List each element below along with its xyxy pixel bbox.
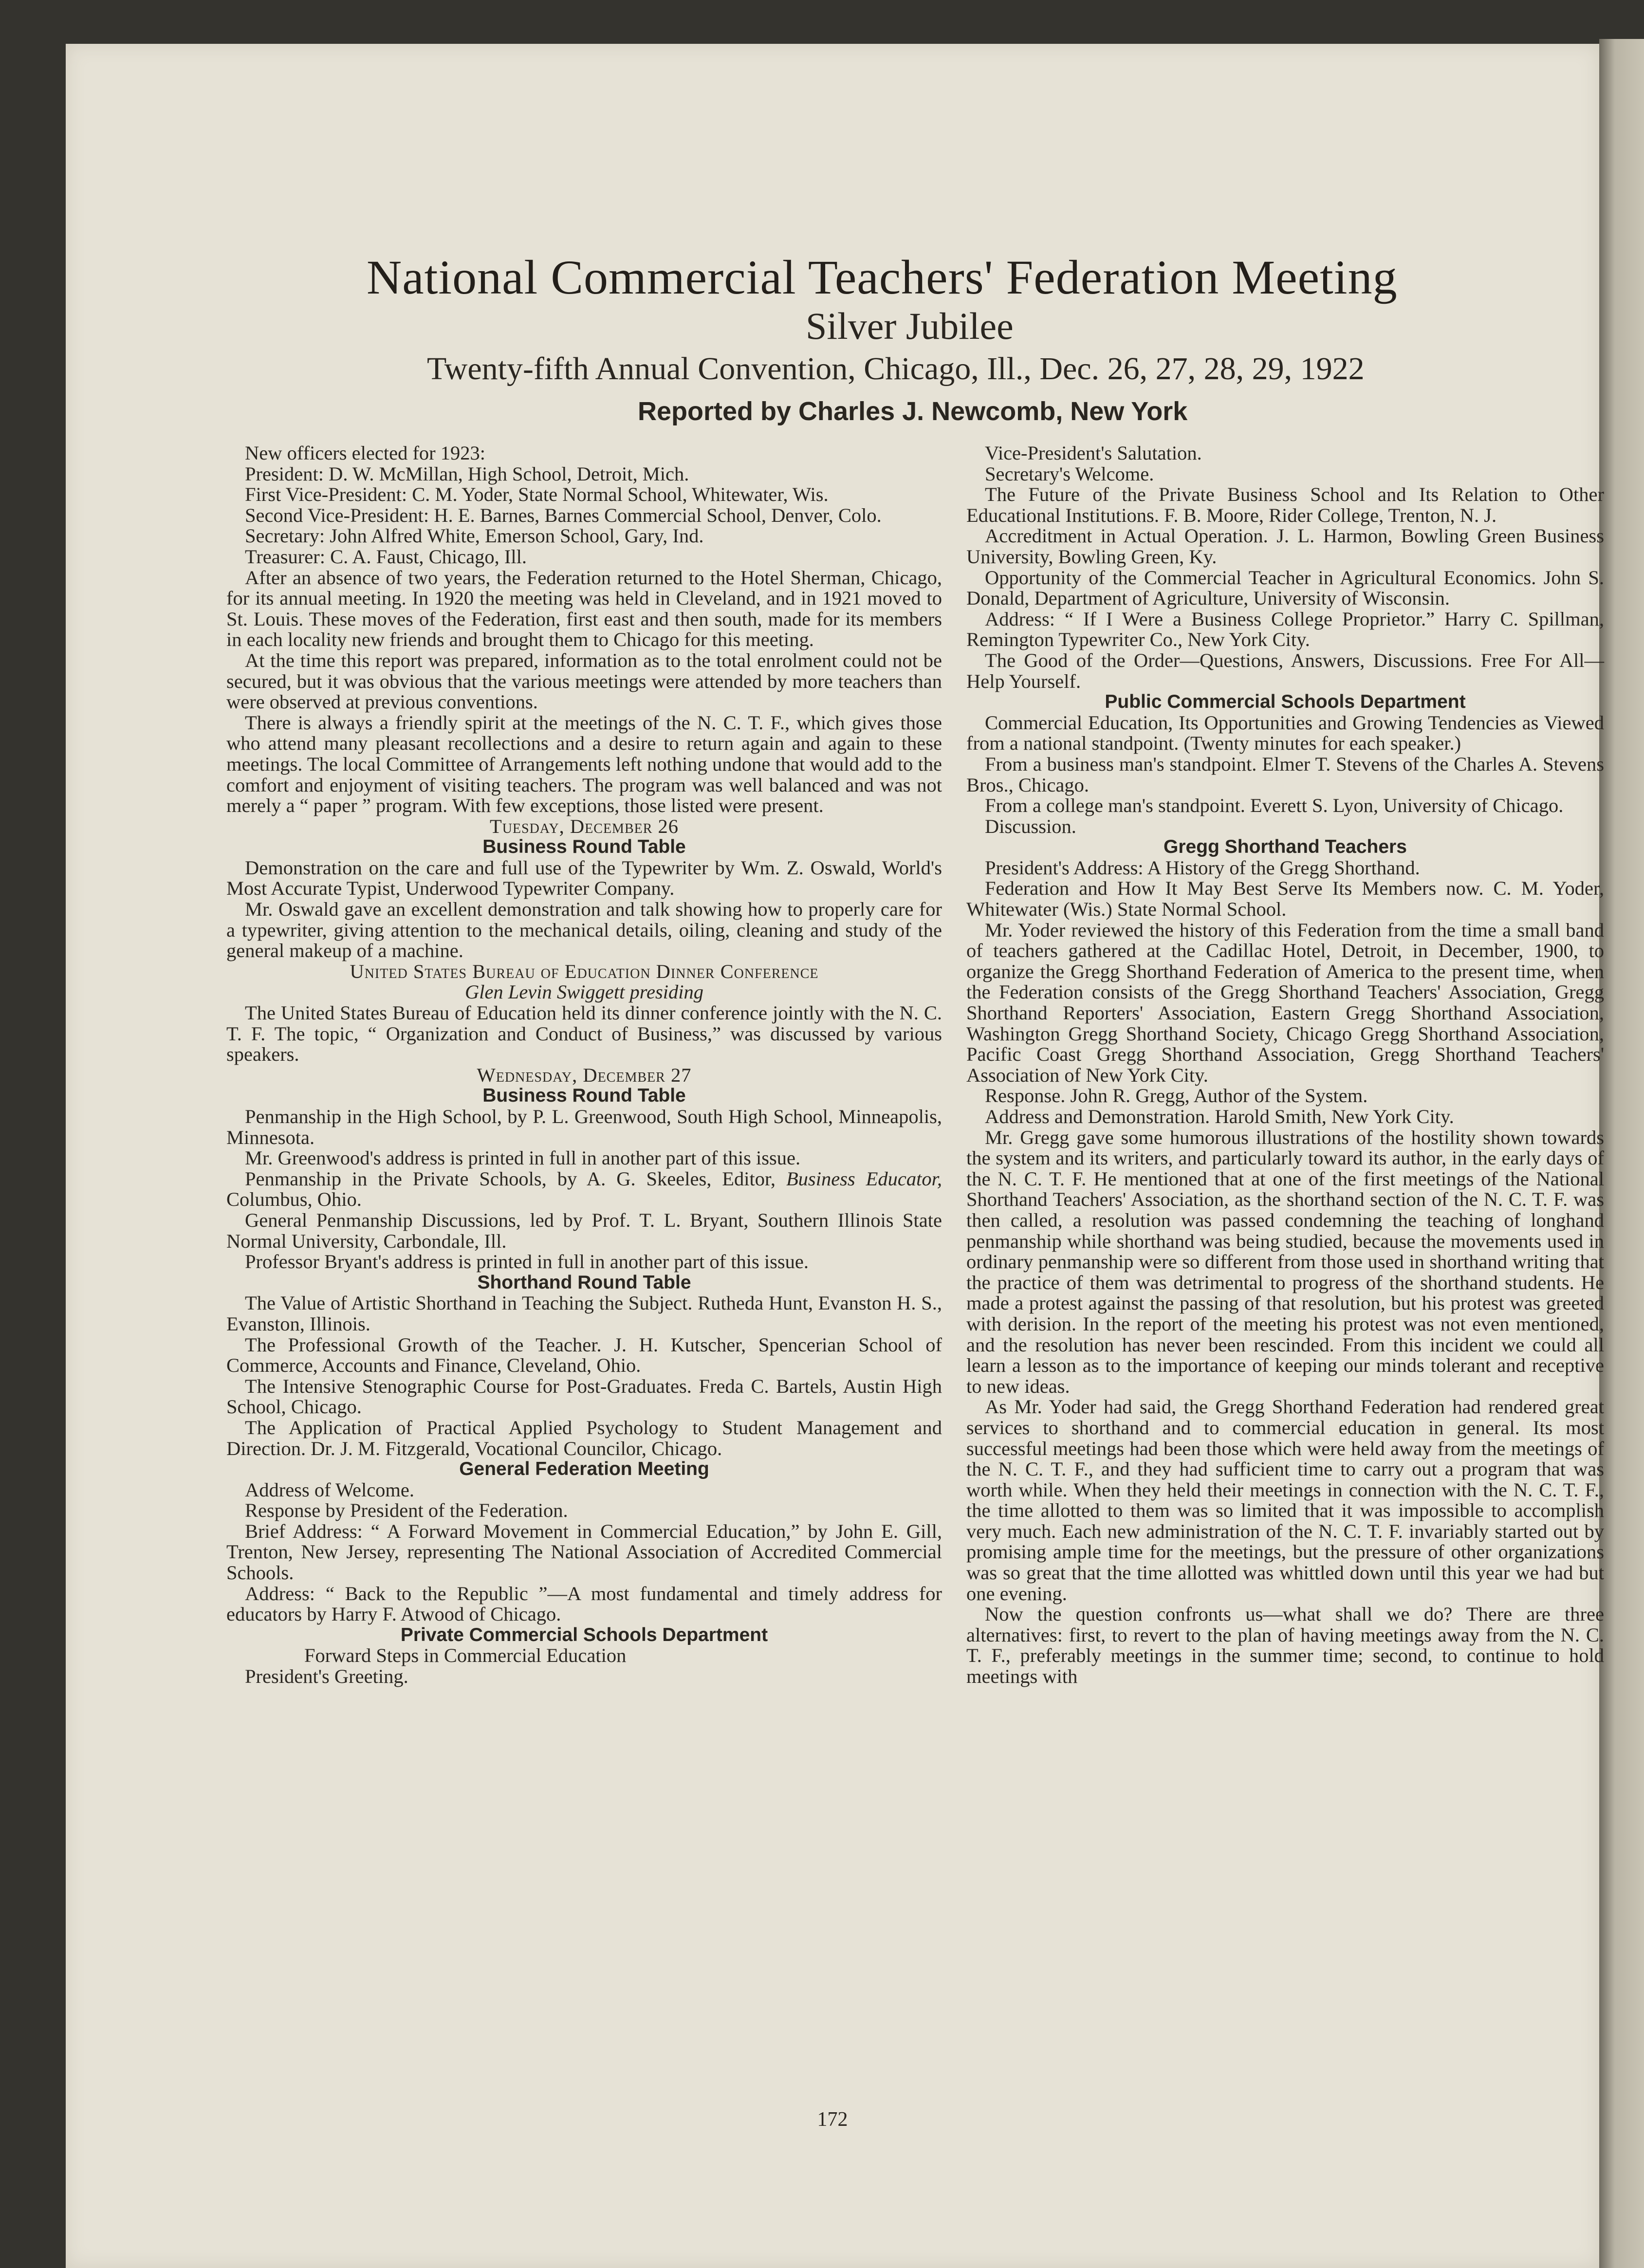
- section-heading: Shorthand Round Table: [477, 1272, 691, 1293]
- section-heading: Gregg Shorthand Teachers: [1164, 836, 1407, 858]
- section-heading: General Federation Meeting: [459, 1458, 709, 1480]
- paragraph: Second Vice-President: H. E. Barnes, Barnes Commercial School, Denver, Colo.: [245, 504, 882, 526]
- paragraph: Professor Bryant's address is printed in full in another part of this issue.: [245, 1251, 809, 1273]
- paragraph: Secretary: John Alfred White, Emerson School, Gary, Ind.: [245, 525, 704, 547]
- paragraph: President: D. W. McMillan, High School, Detroit, Mich.: [245, 462, 689, 485]
- paragraph: From a business man's standpoint. Elmer T. Stevens of the Charles A. Stevens Bros., Chicago.: [966, 753, 1604, 796]
- paragraph: As Mr. Yoder had said, the Gregg Shorthand Federation had rendered great services to shorthand and to commercial education in general. Its most successful meetings had been those which were held away from the meetings of the N. C. T. F., and they had sufficient time to carry out a program that was worth while. When they held their meetings in connection with the N. C. T. F., the time allotted to them was so limited that it was impossible to accomplish very much. Each new administration of the N. C. T. F. invariably started out by promising ample time for the meetings, but the pressure of other organizations was so great that the time allotted was whittled down until this year we had but one evening.: [966, 1396, 1604, 1604]
- section-heading: Business Round Table: [482, 1085, 686, 1106]
- paragraph: Address: “ If I Were a Business College Proprietor.” Harry C. Spillman, Remington Typewriter Co., New York City.: [966, 608, 1604, 651]
- right-column: [966, 443, 1604, 1687]
- paragraph: Address and Demonstration. Harold Smith, New York City.: [985, 1106, 1454, 1127]
- paragraph: Brief Address: “ A Forward Movement in Commercial Education,” by John E. Gill, Trenton, New Jersey, representing The National Association of Accredited Commercial Schools.: [226, 1520, 942, 1584]
- presiding-line: Glen Levin Swiggett presiding: [464, 981, 704, 1003]
- paragraph: Federation and How It May Best Serve Its Members now. C. M. Yoder, Whitewater (Wis.) State Normal School.: [966, 877, 1604, 921]
- reporter-line: Reported by Charles J. Newcomb, New York: [638, 397, 1188, 426]
- paragraph: Mr. Greenwood's address is printed in full in another part of this issue.: [245, 1147, 801, 1169]
- paragraph: Secretary's Welcome.: [985, 462, 1154, 485]
- paragraph: Mr. Yoder reviewed the history of this Federation from the time a small band of teachers gathered at the Cadillac Hotel, Detroit, in December, 1900, to organize the Gregg Shorthand Federation of America to the present time, when the Federation consists of the Gregg Shorthand Teachers' Association, Gregg Shorthand Reporters' Association, Eastern Gregg Shorthand Association, Washington Gregg Shorthand Society, Chicago Gregg Shorthand Association, Pacific Coast Gregg Shorthand Association, Gregg Shorthand Teachers' Association of New York City.: [966, 919, 1604, 1086]
- text-span: Columbus, Ohio.: [226, 1188, 362, 1211]
- section-heading: Business Round Table: [482, 836, 686, 858]
- paragraph: Commercial Education, Its Opportunities and Growing Tendencies as Viewed from a national standpoint. (Twenty minutes for each speaker.): [966, 711, 1604, 755]
- section-heading: Private Commercial Schools Department: [400, 1624, 768, 1645]
- paragraph: [226, 1169, 942, 1210]
- page-number: 172: [817, 2108, 848, 2131]
- section-subheading: United States Bureau of Education Dinner Conference: [350, 960, 819, 982]
- paragraph: The Intensive Stenographic Course for Post-Graduates. Freda C. Bartels, Austin High School, Chicago.: [226, 1375, 942, 1418]
- facing-page-edge: [1599, 39, 1644, 2268]
- paragraph: The Value of Artistic Shorthand in Teaching the Subject. Rutheda Hunt, Evanston H. S., Evanston, Illinois.: [226, 1292, 942, 1335]
- paragraph: The Good of the Order—Questions, Answers, Discussions. Free For All—Help Yourself.: [966, 649, 1604, 692]
- paragraph: The Future of the Private Business School and Its Relation to Other Educational Institutions. F. B. Moore, Rider College, Trenton, N. J.: [966, 483, 1604, 526]
- paragraph: After an absence of two years, the Federation returned to the Hotel Sherman, Chicago, for its annual meeting. In 1920 the meeting was held in Cleveland, and in 1921 moved to St. Louis. These moves of the Federation, first east and then south, made for its members in each locality new friends and brought them to Chicago for this meeting.: [226, 566, 942, 651]
- paragraph: Response. John R. Gregg, Author of the System.: [985, 1085, 1368, 1107]
- article-title: National Commercial Teachers' Federation Meeting: [367, 250, 1398, 304]
- paragraph: Now the question confronts us—what shall we do? There are three alternatives: first, to revert to the plan of having meetings away from the N. C. T. F., preferably meetings in the summer time; second, to continue to hold meetings with: [966, 1603, 1604, 1688]
- publication-title: Business Educator,: [786, 1167, 942, 1190]
- article-subtitle: Silver Jubilee: [806, 305, 1014, 347]
- paragraph: Forward Steps in Commercial Education: [304, 1644, 627, 1667]
- paragraph: Address of Welcome.: [245, 1478, 415, 1501]
- paragraph: From a college man's standpoint. Everett S. Lyon, University of Chicago.: [985, 794, 1564, 817]
- paragraph: Mr. Gregg gave some humorous illustrations of the hostility shown towards the system and its writers, and particularly toward its author, in the early days of the N. C. T. F. He mentioned that at one of the first meetings of the National Shorthand Teachers' Association, as the shorthand section of the N. C. T. F. was then called, a resolution was passed condemning the teaching of longhand penmanship while shorthand was being studied, because the movements used in ordinary penmanship were so different from those used in shorthand writing that the practice of them was detrimental to progress of the shorthand students. He made a protest against the passing of that resolution, but his protest was greeted with derision. In the report of the meeting his protest was not even mentioned, and the resolution has never been rescinded. From this incident we could all learn a lesson as to the importance of keeping our minds tolerant and receptive to new ideas.: [966, 1126, 1604, 1397]
- text-span: Penmanship in the Private Schools, by A. G. Skeeles, Editor,: [245, 1167, 786, 1190]
- day-heading: Wednesday, December 27: [477, 1064, 692, 1086]
- paragraph: At the time this report was prepared, information as to the total enrolment could not be secured, but it was obvious that the various meetings were attended by more teachers than were observed at previous conventions.: [226, 649, 942, 713]
- convention-line: Twenty-fifth Annual Convention, Chicago, Ill., Dec. 26, 27, 28, 29, 1922: [427, 351, 1365, 387]
- paragraph: Penmanship in the High School, by P. L. Greenwood, South High School, Minneapolis, Minnesota.: [226, 1106, 942, 1148]
- paragraph: Treasurer: C. A. Faust, Chicago, Ill.: [245, 545, 527, 568]
- document-page: [66, 44, 1604, 2268]
- paragraph: Accreditment in Actual Operation. J. L. Harmon, Bowling Green Business University, Bowling Green, Ky.: [966, 525, 1604, 568]
- paragraph: Demonstration on the care and full use of the Typewriter by Wm. Z. Oswald, World's Most Accurate Typist, Underwood Typewriter Company.: [226, 856, 942, 900]
- paragraph: Response by President of the Federation.: [245, 1499, 568, 1522]
- paragraph: Discussion.: [985, 815, 1076, 837]
- paragraph: Address: “ Back to the Republic ”—A most fundamental and timely address for educators by Harry F. Atwood of Chicago.: [226, 1582, 942, 1625]
- paragraph: General Penmanship Discussions, led by Prof. T. L. Bryant, Southern Illinois State Normal University, Carbondale, Ill.: [226, 1209, 942, 1252]
- day-heading: Tuesday, December 26: [489, 815, 679, 837]
- paragraph: First Vice-President: C. M. Yoder, State Normal School, Whitewater, Wis.: [245, 483, 829, 506]
- paragraph: President's Greeting.: [245, 1665, 408, 1688]
- paragraph: The United States Bureau of Education held its dinner conference jointly with the N. C. T. F. The topic, “ Organization and Conduct of Business,” was discussed by various speakers.: [226, 1002, 942, 1066]
- paragraph: The Application of Practical Applied Psychology to Student Management and Direction. Dr. J. M. Fitzgerald, Vocational Councilor, Chicago.: [226, 1416, 942, 1459]
- section-heading: Public Commercial Schools Department: [1105, 691, 1466, 713]
- left-column: [226, 443, 942, 1687]
- paragraph: The Professional Growth of the Teacher. J. H. Kutscher, Spencerian School of Commerce, Accounts and Finance, Cleveland, Ohio.: [226, 1333, 942, 1377]
- paragraph: Opportunity of the Commercial Teacher in Agricultural Economics. John S. Donald, Department of Agriculture, University of Wisconsin.: [966, 566, 1604, 609]
- paragraph: There is always a friendly spirit at the meetings of the N. C. T. F., which gives those who attend many pleasant recollections and a desire to return again and again to these meetings. The local Committee of Arrangements left nothing undone that would add to the comfort and enjoyment of visiting teachers. The program was well balanced and was not merely a “ paper ” program. With few exceptions, those listed were present.: [226, 711, 942, 817]
- paragraph: New officers elected for 1923:: [245, 442, 486, 464]
- paragraph: President's Address: A History of the Gregg Shorthand.: [985, 856, 1420, 879]
- paragraph: Vice-President's Salutation.: [985, 442, 1202, 464]
- paragraph: Mr. Oswald gave an excellent demonstration and talk showing how to properly care for a typewriter, giving attention to the mechanical details, oiling, cleaning and study of the general makeup of a machine.: [226, 898, 942, 962]
